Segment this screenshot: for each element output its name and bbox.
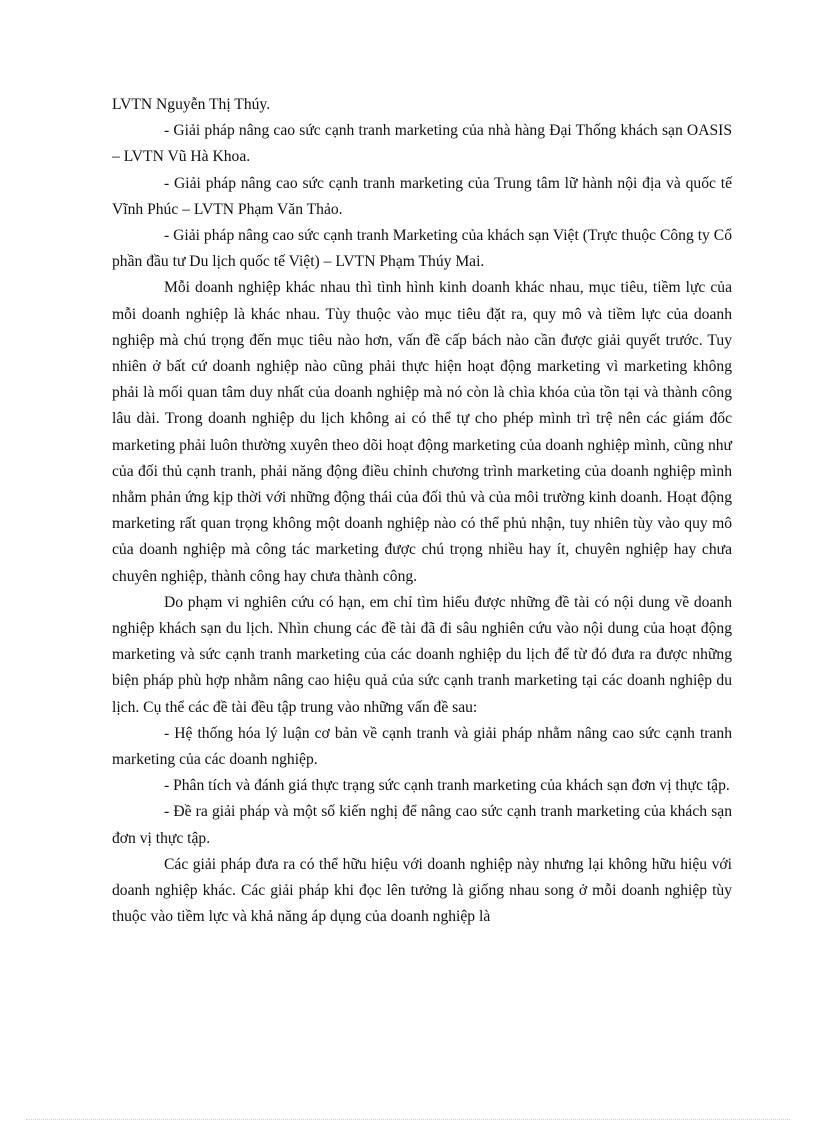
paragraph-business-goals: Mỗi doanh nghiệp khác nhau thì tình hình kinh doanh khác nhau, mục tiêu, tiềm lực của mỗi doanh nghiệp là khác nhau. Tùy thuộc vào mục tiêu đặt ra, quy mô và tiềm lực của doanh nghiệp mà chú trọng đến mục tiêu nào hơn, vấn đề cấp bách nào cần được giải quyết trước. Tuy nhiên ở bất cứ doanh nghiệp nào cũng phải thực hiện hoạt động marketing vì marketing không phải là mối quan tâm duy nhất của doanh nghiệp mà nó còn là chìa khóa của tồn tại và thành công lâu dài. Trong doanh nghiệp du lịch không ai có thể tự cho phép mình trì trệ nên các giám đốc marketing phải luôn thường xuyên theo dõi hoạt động marketing của doanh nghiệp mình, cũng như của đối thủ cạnh tranh, phải năng động điều chỉnh chương trình marketing của doanh nghiệp mình nhằm phản ứng kịp thời với những động thái của đối thủ và của môi trường kinh doanh. Hoạt động marketing rất quan trọng không một doanh nghiệp nào có thể phủ nhận, tuy nhiên tùy vào quy mô của doanh nghiệp mà công tác marketing được chú trọng nhiều hay ít, chuyên nghiệp hay chưa chuyên nghiệp, thành công hay chưa thành công.	[112, 279, 732, 585]
paragraph-thesis-ref-thuy: LVTN Nguyễn Thị Thúy.	[112, 96, 271, 113]
paragraph-research-scope: Do phạm vi nghiên cứu có hạn, em chỉ tìm hiểu được những đề tài có nội dung về doanh nghiệp khách sạn du lịch. Nhìn chung các đề tài đã đi sâu nghiên cứu vào nội dung của hoạt động marketing và sức cạnh tranh marketing của các doanh nghiệp du lịch để từ đó đưa ra được những biện pháp phù hợp nhằm nâng cao hiệu quả của sức cạnh tranh marketing tại các doanh nghiệp du lịch. Cụ thể các đề tài đều tập trung vào những vấn đề sau:	[112, 593, 732, 716]
paragraph-thesis-ref-khoa: - Giải pháp nâng cao sức cạnh tranh marketing của nhà hàng Đại Thống khách sạn OASIS – LVTN Vũ Hà Khoa.	[112, 122, 732, 166]
page-bottom-divider	[26, 1119, 790, 1120]
paragraph-focus-item-analysis: - Phân tích và đánh giá thực trạng sức cạnh tranh marketing của khách sạn đơn vị thực tập.	[164, 777, 730, 795]
document-page	[112, 92, 732, 931]
paragraph-solutions-effectiveness: Các giải pháp đưa ra có thể hữu hiệu với doanh nghiệp này nhưng lại không hữu hiệu với doanh nghiệp khác. Các giải pháp khi đọc lên tưởng là giống nhau song ở mỗi doanh nghiệp tùy thuộc vào tiềm lực và khả năng áp dụng của doanh nghiệp là	[112, 855, 732, 926]
paragraph-focus-item-solutions: - Đề ra giải pháp và một số kiến nghị để nâng cao sức cạnh tranh marketing của khách sạn đơn vị thực tập.	[112, 803, 732, 847]
paragraph-focus-item-theory: - Hệ thống hóa lý luận cơ bản về cạnh tranh và giải pháp nhằm nâng cao sức cạnh tranh marketing của các doanh nghiệp.	[112, 724, 732, 769]
paragraph-thesis-ref-thao: - Giải pháp nâng cao sức cạnh tranh marketing của Trung tâm lữ hành nội địa và quốc tế Vĩnh Phúc – LVTN Phạm Văn Thảo.	[112, 174, 732, 218]
paragraph-thesis-ref-mai: - Giải pháp nâng cao sức cạnh tranh Marketing của khách sạn Việt (Trực thuộc Công ty Cổ phần đầu tư Du lịch quốc tế Việt) – LVTN Phạm Thúy Mai.	[112, 227, 732, 271]
